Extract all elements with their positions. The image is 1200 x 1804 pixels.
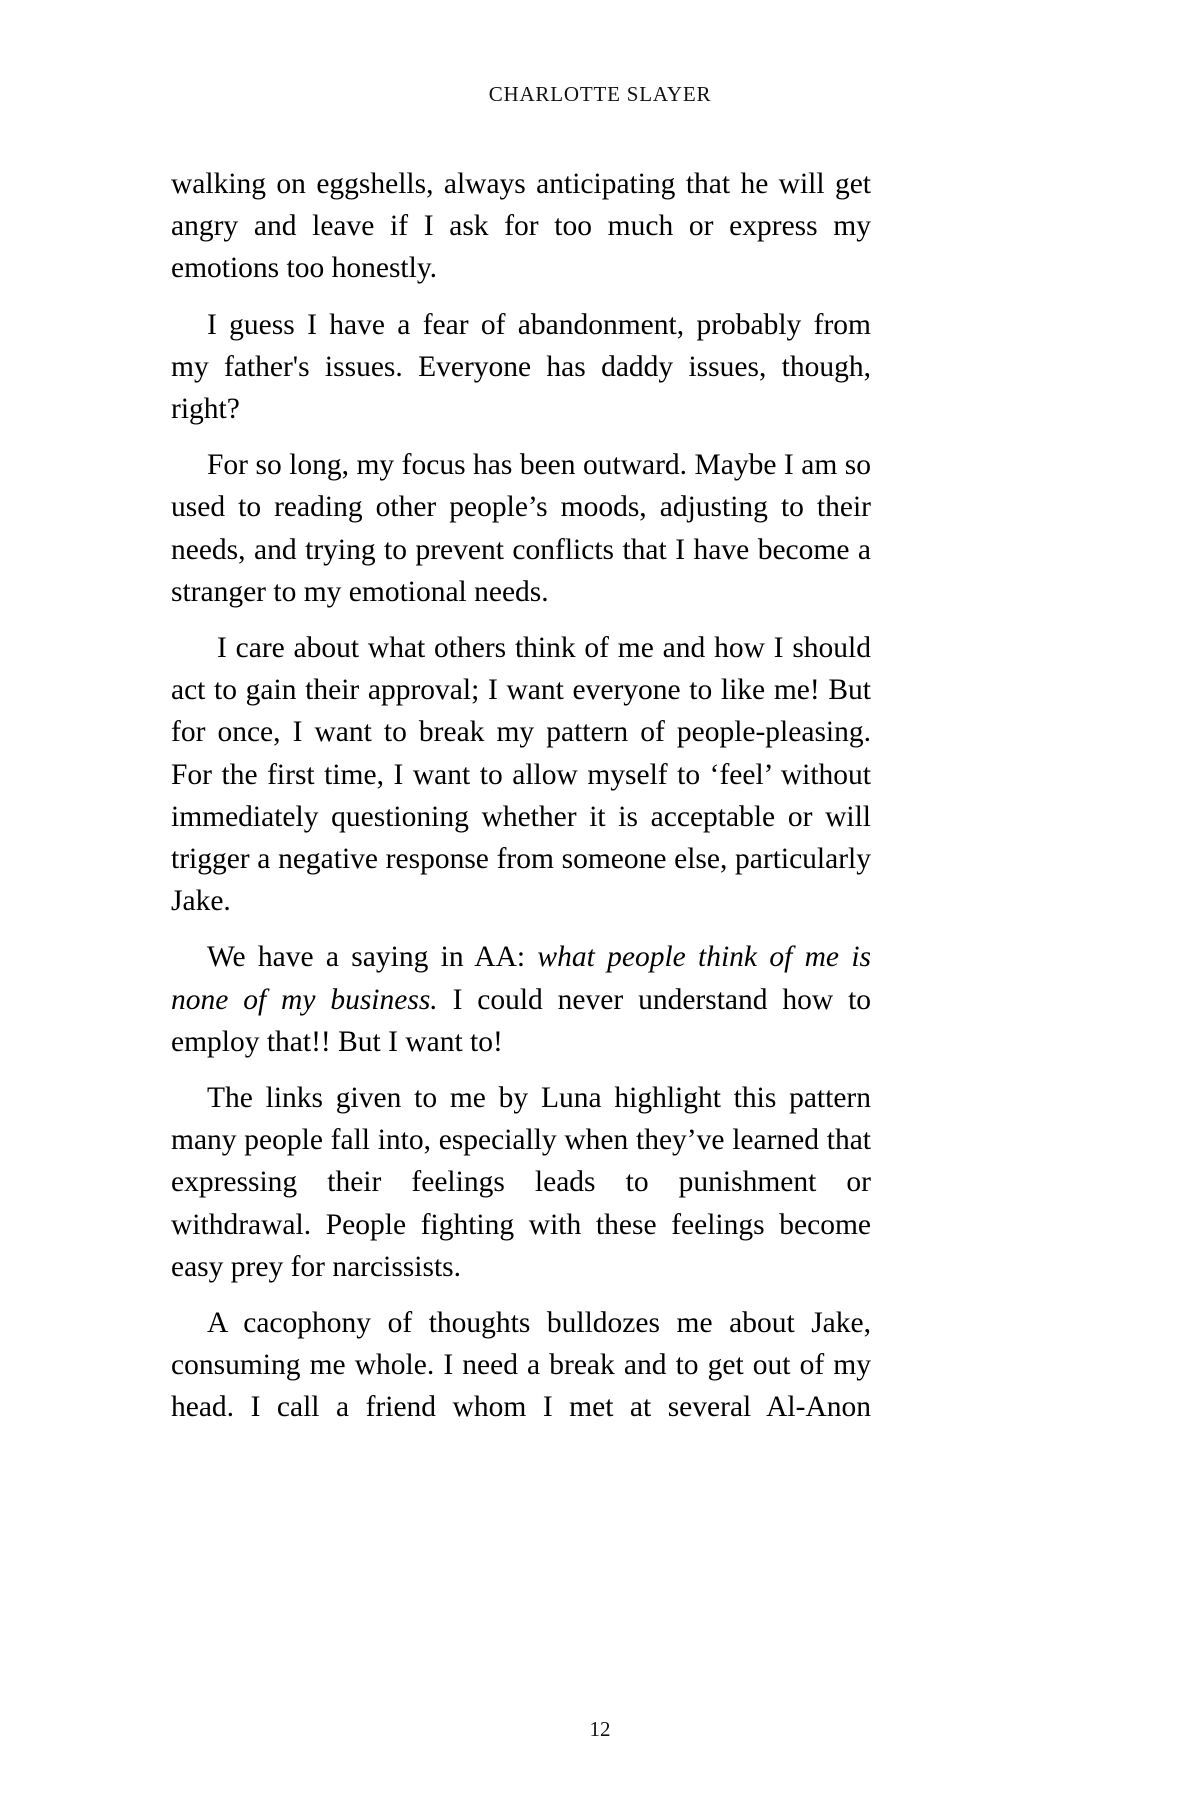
paragraph-6: The links given to me by Luna highlight this pattern many people fall into, especially when they’ve learned that expressing their feelings leads to punishment or withdrawal. People fighting with these feelings become easy prey for narcissists. [171,1082,871,1283]
paragraph-5 [171,936,871,1063]
paragraph-3: For so long, my focus has been outward. Maybe I am so used to reading other people’s moods, adjusting to their needs, and trying to prevent conflicts that I have become a stranger to my emotional needs. [171,449,871,608]
running-head: CHARLOTTE SLAYER [488,82,712,106]
body-text-column [171,163,871,1429]
paragraph-5-lead: We have a saying in AA: [207,941,538,974]
paragraph-4: I care about what others think of me and how I should act to gain their approval; I want everyone to like me! But for once, I want to break my pattern of people-pleasing. For the first time, I want to allow myself to ‘feel’ without immediately questioning whether it is acceptable or will trigger a negative response from someone else, particularly Jake. [171,632,871,918]
paragraph-7: A cacophony of thoughts bulldozes me about Jake, consuming me whole. I need a break and to get out of my head. I call a friend whom I met at several Al-Anon [171,1307,871,1424]
paragraph-1: walking on eggshells, always anticipating that he will get angry and leave if I ask for too much or express my emotions too honestly. [171,168,871,285]
paragraph-5-tail: I could never understand how to employ that!! But I want to! [171,983,872,1058]
paragraph-2: I guess I have a fear of abandonment, probably from my father's issues. Everyone has daddy issues, though, right? [171,308,871,426]
paragraph-5-italic-quote: what people think of me is none of my business. [171,941,872,1016]
page-number: 12 [589,1717,611,1741]
